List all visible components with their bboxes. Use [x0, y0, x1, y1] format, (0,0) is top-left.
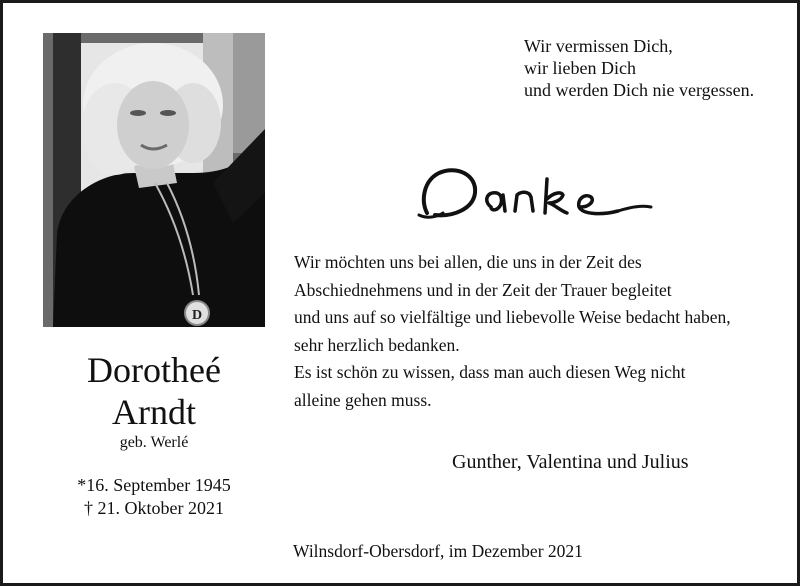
- portrait-photo: [43, 33, 265, 327]
- thanks-line: und uns auf so vielfältige und liebevolle Weise bedacht haben,: [294, 307, 731, 327]
- maiden-name: geb. Werlé: [119, 434, 189, 451]
- danke-script-drawing: [413, 161, 663, 231]
- motto-line: und werden Dich nie vergessen.: [524, 80, 755, 100]
- last-name: Arndt: [112, 392, 196, 432]
- thanks-text: [294, 249, 784, 414]
- thanks-line: Wir möchten uns bei allen, die uns in der Zeit des: [294, 252, 642, 272]
- motto-line: Wir vermissen Dich,: [524, 36, 673, 56]
- signers: Gunther, Valentina und Julius: [452, 451, 689, 473]
- motto-line: wir lieben Dich: [524, 58, 636, 78]
- thanks-line: sehr herzlich bedanken.: [294, 334, 460, 355]
- place-date: Wilnsdorf-Obersdorf, im Dezember 2021: [293, 541, 583, 561]
- death-date: † 21. Oktober 2021: [84, 498, 224, 518]
- first-name: Dorotheé: [87, 350, 221, 390]
- thanks-line: alleine gehen muss.: [294, 389, 432, 410]
- svg-text:D: D: [192, 308, 203, 323]
- motto: [524, 35, 784, 101]
- danke-script: [413, 161, 663, 231]
- portrait-image: [43, 33, 265, 327]
- thanks-line: Abschiednehmens und in der Zeit der Trauer begleitet: [294, 279, 672, 300]
- birth-date: *16. September 1945: [77, 475, 231, 495]
- thanks-line: Es ist schön zu wissen, dass man auch diesen Weg nicht: [294, 362, 686, 382]
